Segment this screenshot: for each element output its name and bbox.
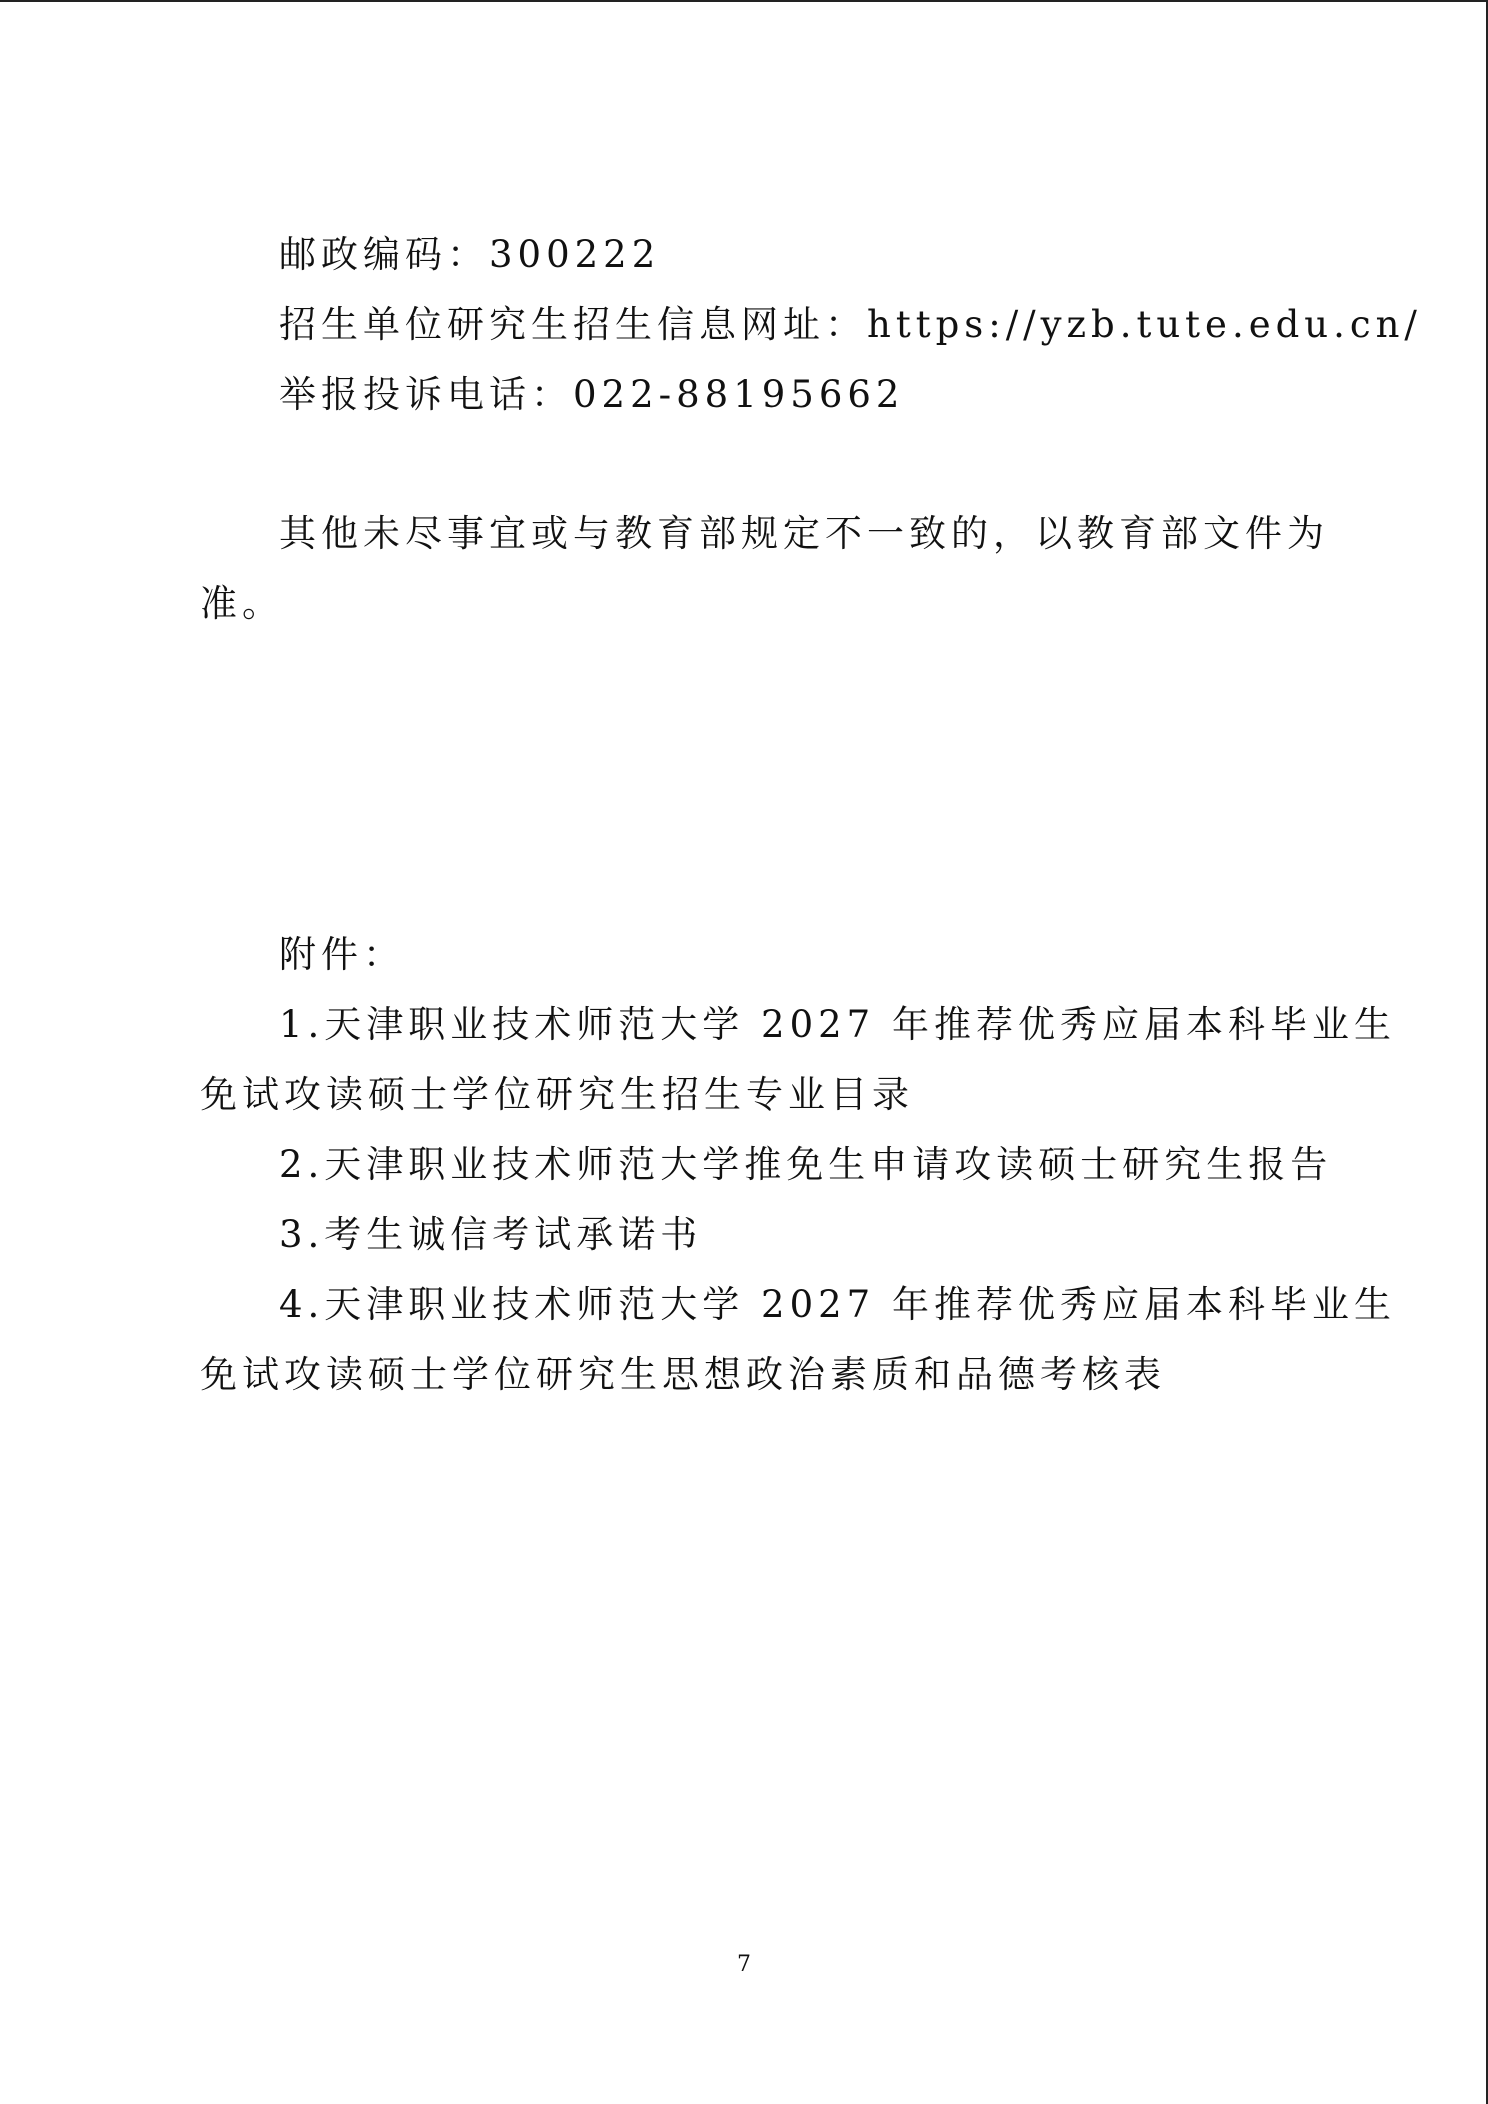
attachment-4-line-2: 免试攻读硕士学位研究生思想政治素质和品德考核表 xyxy=(200,1353,1166,1396)
note-line-2: 准。 xyxy=(200,582,284,625)
postal-code-line: 邮政编码：300222 xyxy=(279,233,661,276)
note-line-1: 其他未尽事宜或与教育部规定不一致的，以教育部文件为 xyxy=(279,512,1329,555)
page-number: 7 xyxy=(737,1952,751,1977)
attachment-2-line-1: 2.天津职业技术师范大学推免生申请攻读硕士研究生报告 xyxy=(279,1143,1333,1186)
website-line: 招生单位研究生招生信息网址：https://yzb.tute.edu.cn/ xyxy=(279,303,1422,346)
attachment-1-line-1: 1.天津职业技术师范大学 2027 年推荐优秀应届本科毕业生 xyxy=(279,1003,1396,1046)
attachment-1-line-2: 免试攻读硕士学位研究生招生专业目录 xyxy=(200,1073,914,1116)
hotline-line: 举报投诉电话：022-88195662 xyxy=(279,373,905,416)
attachments-heading: 附件： xyxy=(279,933,405,976)
attachment-4-line-1: 4.天津职业技术师范大学 2027 年推荐优秀应届本科毕业生 xyxy=(279,1283,1396,1326)
attachment-3-line-1: 3.考生诚信考试承诺书 xyxy=(279,1213,703,1256)
